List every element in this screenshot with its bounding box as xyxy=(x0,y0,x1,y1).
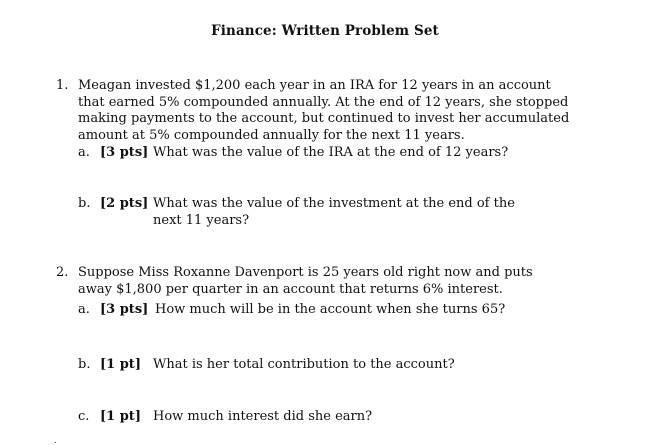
part-text: What is her total contribution to the account? xyxy=(153,357,455,372)
part-letter: b. xyxy=(78,357,91,372)
part-text: What was the value of the IRA at the end of 12 years? xyxy=(153,145,509,160)
part-text: How much will be in the account when she turns 65? xyxy=(155,302,506,317)
stray-mark: . xyxy=(54,436,57,445)
part-letter: b. xyxy=(78,196,91,211)
part-points: [3 pts] xyxy=(100,145,149,160)
question-2-text: Suppose Miss Roxanne Davenport is 25 years old right now and puts away $1,800 per quarter in an account that returns 6% interest. xyxy=(78,265,533,297)
part-letter: a. xyxy=(78,145,90,160)
question-1-text: Meagan invested $1,200 each year in an IRA for 12 years in an account that earned 5% compounded annually. At the end of 12 years, she stopped making payments to the account, but continued to invest her accumulated amount at 5% compounded annually for the next 11 years. xyxy=(78,78,570,143)
part-text: What was the value of the investment at the end of the next 11 years? xyxy=(153,196,515,228)
page-title: Finance: Written Problem Set xyxy=(211,23,439,39)
part-text: How much interest did she earn? xyxy=(153,409,373,424)
question-2-number: 2. xyxy=(56,265,69,280)
part-letter: a. xyxy=(78,302,90,317)
part-points: [3 pts] xyxy=(100,302,149,317)
part-letter: c. xyxy=(78,409,90,424)
part-points: [1 pt] xyxy=(100,357,141,372)
part-points: [1 pt] xyxy=(100,409,141,424)
question-1-number: 1. xyxy=(56,78,69,93)
part-points: [2 pts] xyxy=(100,196,149,211)
question-2 xyxy=(56,265,546,298)
question-1 xyxy=(56,78,576,144)
